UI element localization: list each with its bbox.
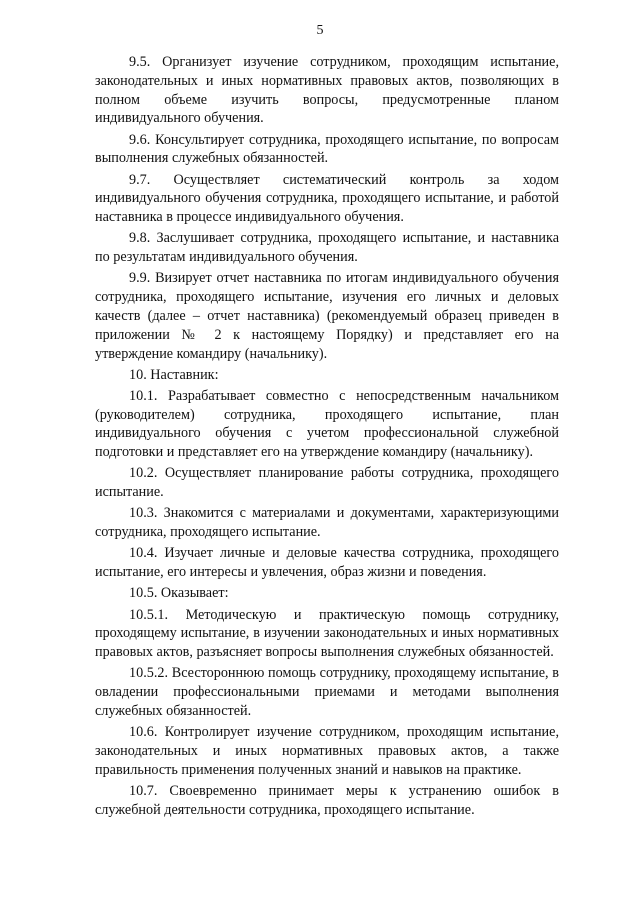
paragraph-10-5-1: 10.5.1. Методическую и практическую помощь сотруднику, проходящему испытание, в изучении законодательных и иных нормативных правовых актов, разъясняет вопросы выполнения служебных обязанностей. bbox=[95, 606, 559, 661]
paragraph-10-6: 10.6. Контролирует изучение сотрудником, проходящим испытание, законодательных и иных нормативных правовых актов, а также правильность применения полученных знаний и навыков на практике. bbox=[95, 724, 559, 778]
paragraph-10-heading: 10. Наставник: bbox=[129, 366, 219, 383]
paragraph-9-8: 9.8. Заслушивает сотрудника, проходящего испытание, и наставника по результатам индивидуального обучения. bbox=[95, 230, 559, 266]
paragraph-10-5: 10.5. Оказывает: bbox=[129, 585, 229, 602]
paragraph-9-5: 9.5. Организует изучение сотрудником, проходящим испытание, законодательных и иных нормативных правовых актов, позволяющих в полном объеме изучить вопросы, предусмотренные планом индивидуального обучения. bbox=[95, 54, 559, 127]
paragraph-10-5-2: 10.5.2. Всестороннюю помощь сотруднику, проходящему испытание, в овладении профессиональными приемами и методами выполнения служебных обязанностей. bbox=[95, 665, 559, 719]
paragraph-10-4: 10.4. Изучает личные и деловые качества сотрудника, проходящего испытание, его интересы и увлечения, образ жизни и поведения. bbox=[95, 545, 559, 581]
paragraph-9-7: 9.7. Осуществляет систематический контроль за ходом индивидуального обучения сотрудника, проходящего испытание, и работой наставника в процессе индивидуального обучения. bbox=[95, 171, 559, 226]
paragraph-10-3: 10.3. Знакомится с материалами и документами, характеризующими сотрудника, проходящего испытание. bbox=[95, 505, 559, 541]
paragraph-10-2: 10.2. Осуществляет планирование работы сотрудника, проходящего испытание. bbox=[95, 465, 559, 501]
paragraph-10-7: 10.7. Своевременно принимает меры к устранению ошибок в служебной деятельности сотрудника, проходящего испытание. bbox=[95, 782, 559, 818]
paragraph-10-1: 10.1. Разрабатывает совместно с непосредственным начальником (руководителем) сотрудника, проходящего испытание, план индивидуального обучения с учетом профессиональной служебной подготовки и представляет его на утверждение командиру (начальнику). bbox=[95, 387, 559, 461]
paragraph-9-9: 9.9. Визирует отчет наставника по итогам индивидуального обучения сотрудника, проходящего испытание, изучения его личных и деловых качеств (далее – отчет наставника) (рекомендуемый образец приведен в приложении № 2 к настоящему Порядку) и представляет его на утверждение командиру (начальнику). bbox=[95, 270, 559, 362]
page-number: 5 bbox=[316, 23, 324, 38]
document-body bbox=[95, 53, 559, 822]
paragraph-9-6: 9.6. Консультирует сотрудника, проходящего испытание, по вопросам выполнения служебных обязанностей. bbox=[95, 131, 559, 167]
